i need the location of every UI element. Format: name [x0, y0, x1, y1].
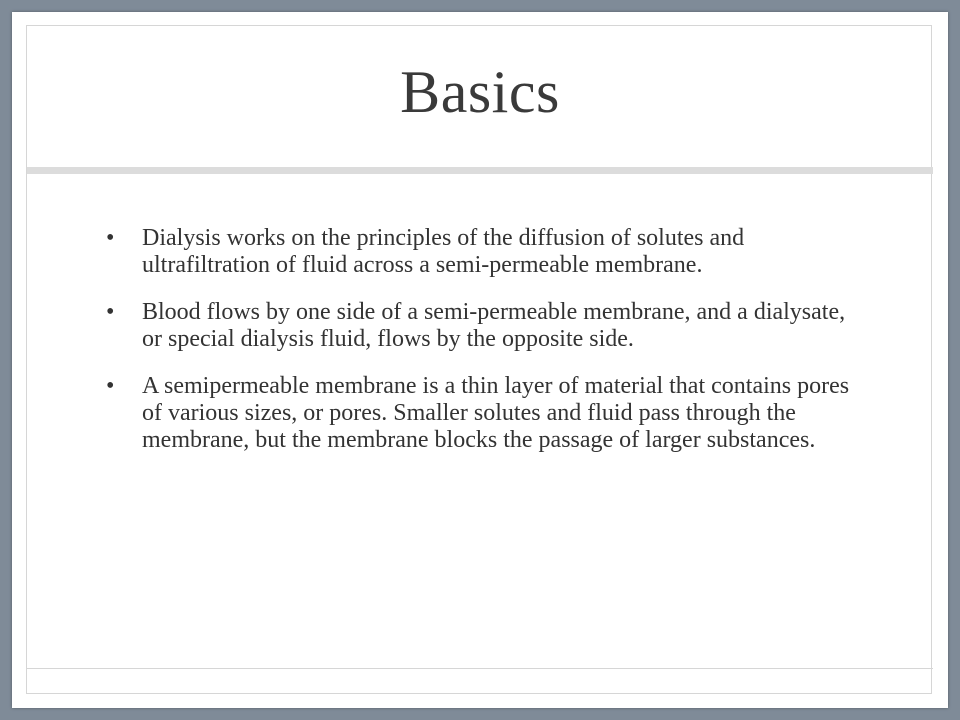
title-area [12, 12, 948, 172]
bullet-text: Blood flows by one side of a semi-permeable membrane, and a dialysate, or special dialysis fluid, flows by the opposite side. [142, 299, 846, 352]
bullet-marker: • [106, 373, 115, 399]
title-divider [27, 167, 933, 174]
bullet-item [100, 225, 860, 279]
bullet-list [100, 225, 860, 454]
footer-divider [27, 668, 933, 669]
slide-content [100, 225, 860, 474]
slide-title: Basics [400, 58, 560, 125]
slide [12, 12, 948, 708]
bullet-item [100, 299, 860, 353]
bullet-text: A semipermeable membrane is a thin layer of material that contains pores of various sizes, or pores. Smaller solutes and fluid pass through the membrane, but the membrane blocks the passage of larger substances. [142, 373, 850, 453]
bullet-text: Dialysis works on the principles of the diffusion of solutes and ultrafiltration of fluid across a semi-permeable membrane. [142, 225, 745, 278]
bullet-marker: • [106, 299, 115, 325]
bullet-marker: • [106, 225, 115, 251]
bullet-item [100, 373, 860, 454]
